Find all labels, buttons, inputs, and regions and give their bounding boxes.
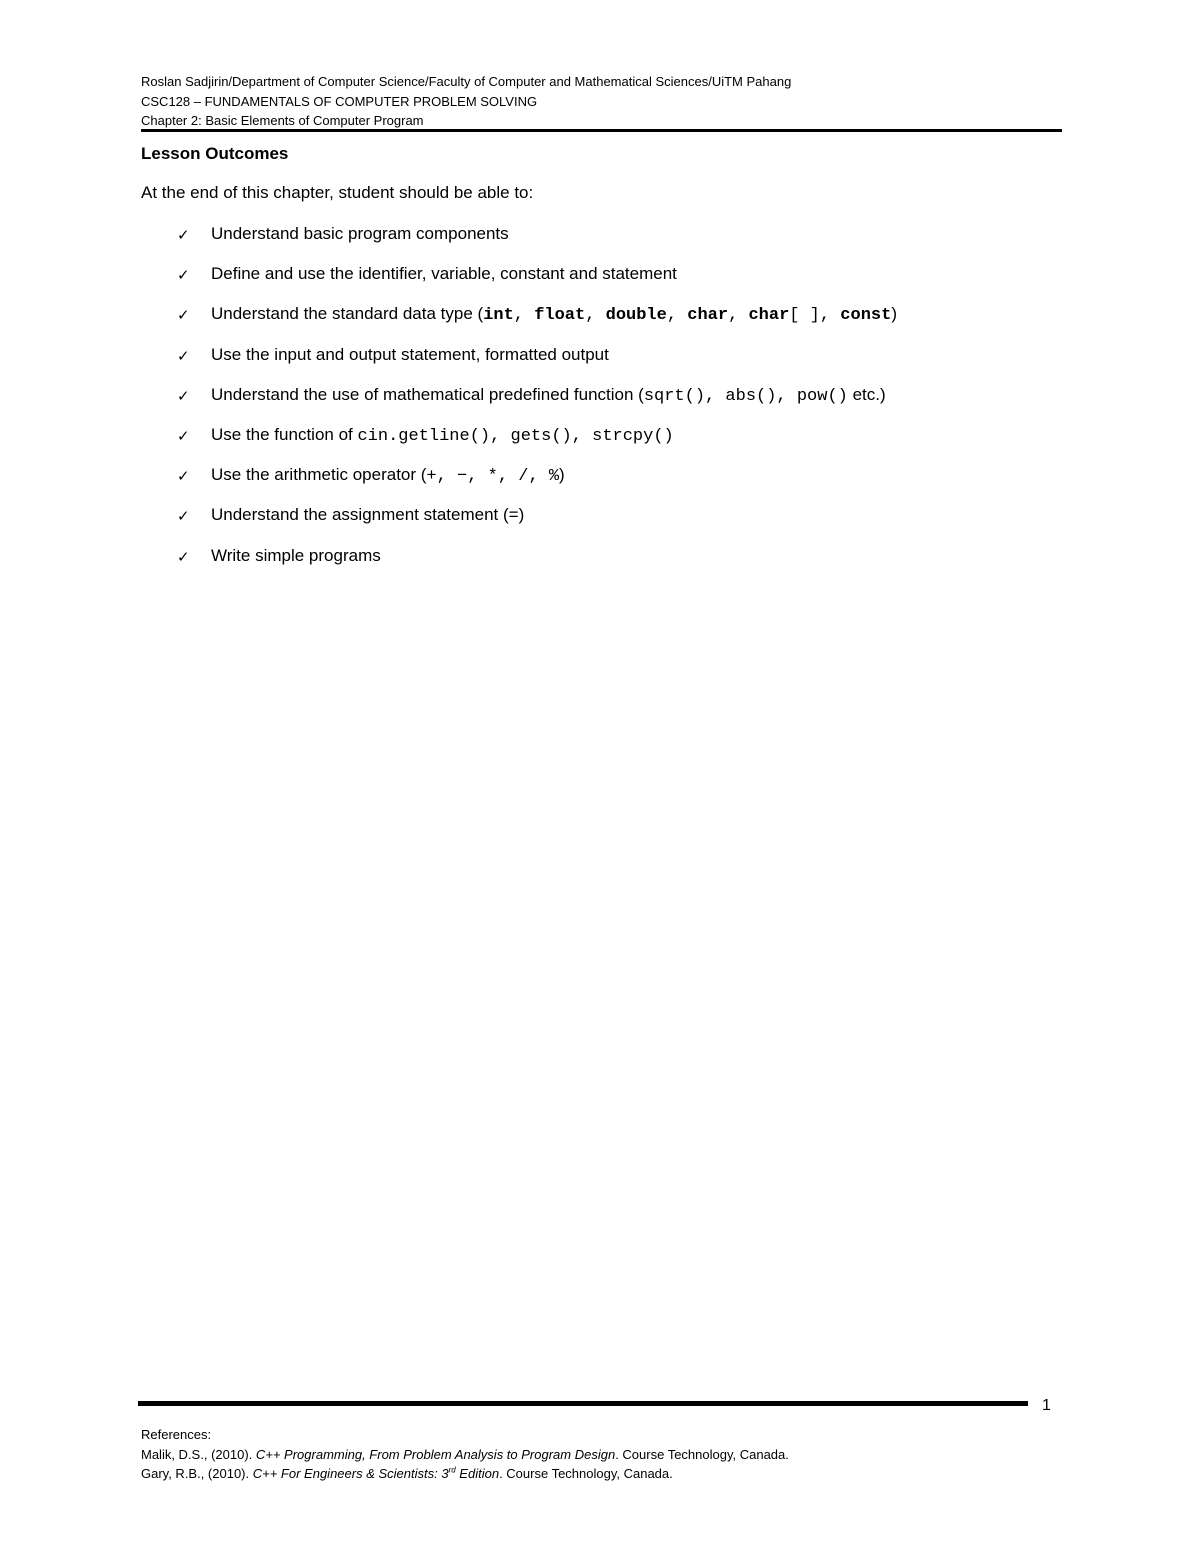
reference-publisher: . Course Technology, Canada. bbox=[615, 1446, 789, 1462]
outcome-item bbox=[141, 343, 1081, 383]
reference-title: C++ For Engineers & Scientists: 3rd Edition bbox=[252, 1465, 500, 1481]
page-number: 1 bbox=[1042, 1397, 1051, 1414]
reference-item bbox=[141, 1445, 789, 1465]
outcome-item bbox=[141, 383, 1081, 423]
check-mark-icon: ✓ bbox=[177, 426, 190, 445]
outcome-prefix: Use the arithmetic operator ( bbox=[211, 465, 427, 485]
outcome-text: Define and use the identifier, variable, constant and statement bbox=[211, 264, 677, 284]
code-keyword-float: float bbox=[534, 306, 586, 326]
code-brackets: [ ] bbox=[789, 306, 820, 326]
outcome-item bbox=[141, 302, 1081, 342]
outcome-text: Understand the assignment statement (=) bbox=[211, 505, 525, 525]
footer-divider bbox=[138, 1401, 1028, 1406]
outcome-text bbox=[211, 383, 886, 409]
header-author-line: Roslan Sadjirin/Department of Computer Science/Faculty of Computer and Mathematical Sciences/UiTM Pahang bbox=[141, 74, 792, 89]
section-heading: Lesson Outcomes bbox=[141, 144, 289, 163]
header-course-line: CSC128 – FUNDAMENTALS OF COMPUTER PROBLEM SOLVING bbox=[141, 93, 538, 109]
outcome-text: Write simple programs bbox=[211, 545, 381, 565]
outcome-text: Use the input and output statement, formatted output bbox=[211, 344, 609, 364]
check-mark-icon: ✓ bbox=[177, 547, 190, 566]
lesson-outcomes-list bbox=[141, 222, 1081, 584]
outcome-suffix: ) bbox=[559, 465, 565, 485]
header-divider bbox=[141, 129, 1062, 132]
outcome-item bbox=[141, 262, 1081, 302]
outcome-item bbox=[141, 463, 1081, 503]
intro-text: At the end of this chapter, student should be able to: bbox=[141, 183, 534, 202]
outcome-prefix: Use the function of bbox=[211, 424, 358, 444]
code-keyword-char: char bbox=[687, 306, 729, 326]
check-mark-icon: ✓ bbox=[177, 467, 190, 486]
references-label: References: bbox=[141, 1427, 212, 1442]
check-mark-icon: ✓ bbox=[177, 266, 190, 285]
outcome-suffix: etc.) bbox=[847, 384, 886, 404]
check-mark-icon: ✓ bbox=[177, 386, 190, 405]
outcome-prefix: Understand the use of mathematical predefined function ( bbox=[211, 384, 644, 404]
outcome-item bbox=[141, 503, 1081, 543]
code-functions: cin.getline(), gets(), strcpy() bbox=[357, 426, 674, 446]
references bbox=[141, 1425, 789, 1484]
reference-title: C++ Programming, From Problem Analysis to Program Design bbox=[255, 1446, 616, 1462]
outcome-item bbox=[141, 423, 1081, 463]
outcome-text: Understand the standard data type (int, float, double, char, char[ ], const) bbox=[211, 304, 897, 326]
outcome-text bbox=[211, 423, 674, 449]
check-mark-icon: ✓ bbox=[177, 226, 190, 244]
code-keyword-int: int bbox=[483, 306, 514, 326]
code-keyword-double: double bbox=[605, 306, 667, 326]
code-functions: sqrt(), abs(), pow() bbox=[643, 386, 848, 406]
code-keyword-const: const bbox=[840, 306, 892, 326]
outcome-suffix: ) bbox=[891, 304, 897, 324]
outcome-item bbox=[141, 544, 1081, 584]
outcome-text bbox=[211, 463, 565, 489]
outcome-text: Understand basic program components bbox=[211, 224, 509, 243]
code-operators: +, −, *, /, % bbox=[426, 467, 560, 487]
check-mark-icon: ✓ bbox=[177, 306, 190, 325]
code-keyword-char-array: char bbox=[748, 306, 790, 326]
outcome-item bbox=[141, 222, 1081, 262]
header-chapter-line: Chapter 2: Basic Elements of Computer Program bbox=[141, 113, 424, 128]
check-mark-icon: ✓ bbox=[177, 346, 190, 365]
check-mark-icon: ✓ bbox=[177, 507, 190, 526]
page-header bbox=[141, 72, 1062, 131]
reference-authors: Malik, D.S., (2010). bbox=[141, 1446, 256, 1462]
reference-item bbox=[141, 1464, 789, 1484]
reference-authors: Gary, R.B., (2010). bbox=[141, 1466, 253, 1481]
reference-publisher: . Course Technology, Canada. bbox=[499, 1466, 673, 1481]
outcome-prefix: Understand the standard data type ( bbox=[211, 304, 484, 324]
